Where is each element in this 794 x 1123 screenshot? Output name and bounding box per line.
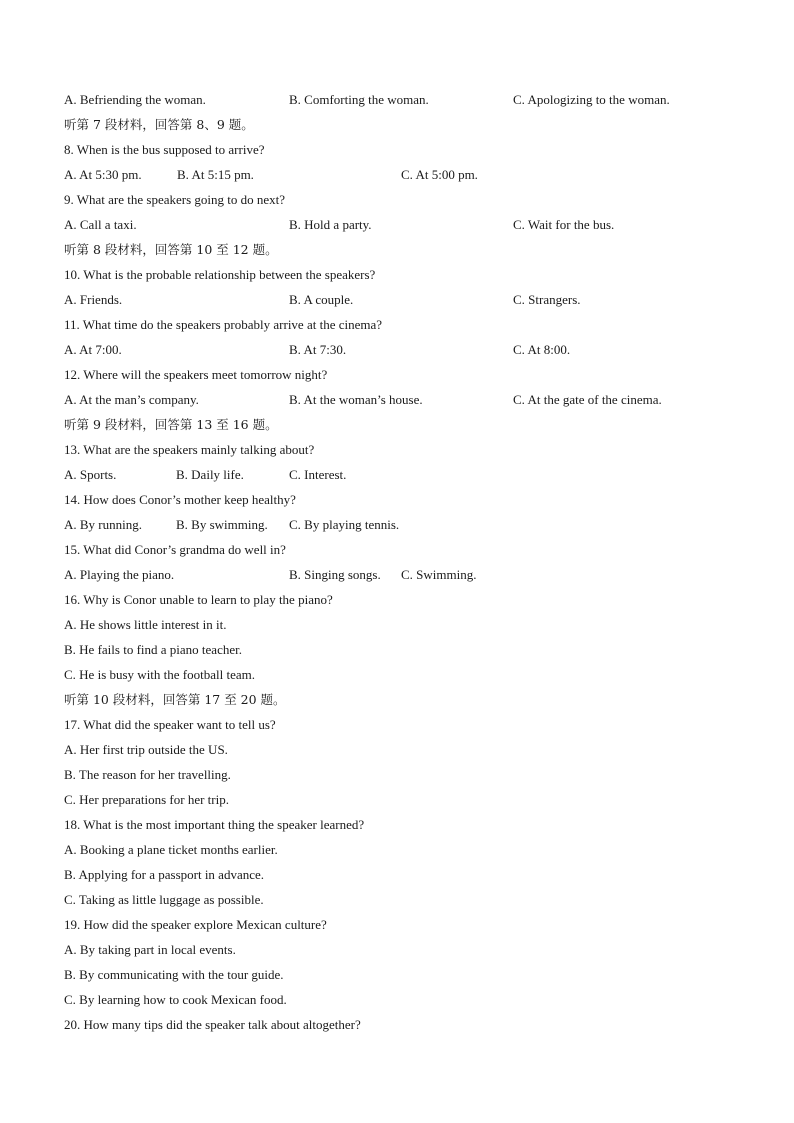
options-row: [64, 341, 744, 359]
options-row: [64, 516, 744, 534]
section-instruction: 听第 9 段材料，回答第 13 至 16 题。: [64, 417, 278, 432]
answer-option: A. At the man’s company.: [64, 392, 199, 407]
answer-option: C. At 8:00.: [513, 342, 571, 357]
answer-option: A. By taking part in local events.: [64, 942, 236, 957]
question-text: 11. What time do the speakers probably arrive at the cinema?: [64, 317, 383, 332]
section-instruction: 听第 7 段材料，回答第 8、9 题。: [64, 117, 254, 132]
answer-option: C. By playing tennis.: [289, 517, 400, 532]
question-text: 13. What are the speakers mainly talking about?: [64, 442, 315, 457]
answer-option: A. Befriending the woman.: [64, 92, 206, 107]
question-text: 12. Where will the speakers meet tomorrow night?: [64, 367, 328, 382]
answer-option: A. He shows little interest in it.: [64, 617, 227, 632]
answer-option: B. Comforting the woman.: [289, 92, 429, 107]
options-row: [64, 391, 744, 409]
options-row: [64, 91, 744, 109]
answer-option: A. Playing the piano.: [64, 567, 175, 582]
question-text: 17. What did the speaker want to tell us?: [64, 717, 276, 732]
answer-option: A. Sports.: [64, 467, 117, 482]
answer-option: B. A couple.: [289, 292, 354, 307]
options-row: [64, 291, 744, 309]
answer-option: B. Singing songs.: [289, 567, 381, 582]
answer-option: A. Booking a plane ticket months earlier.: [64, 842, 278, 857]
question-text: 20. How many tips did the speaker talk about altogether?: [64, 1017, 361, 1032]
options-row: [64, 566, 744, 584]
answer-option: A. By running.: [64, 517, 142, 532]
answer-option: C. Her preparations for her trip.: [64, 792, 229, 807]
section-instruction: 听第 10 段材料，回答第 17 至 20 题。: [64, 692, 286, 707]
answer-option: C. Taking as little luggage as possible.: [64, 892, 264, 907]
answer-option: C. He is busy with the football team.: [64, 667, 256, 682]
answer-option: B. By swimming.: [176, 517, 268, 532]
answer-option: C. By learning how to cook Mexican food.: [64, 992, 287, 1007]
answer-option: A. Call a taxi.: [64, 217, 137, 232]
options-row: [64, 166, 744, 184]
answer-option: B. Hold a party.: [289, 217, 372, 232]
answer-option: C. At 5:00 pm.: [401, 167, 478, 182]
answer-option: B. He fails to find a piano teacher.: [64, 642, 242, 657]
question-text: 14. How does Conor’s mother keep healthy?: [64, 492, 296, 507]
answer-option: C. Wait for the bus.: [513, 217, 615, 232]
answer-option: B. Applying for a passport in advance.: [64, 867, 265, 882]
question-text: 10. What is the probable relationship between the speakers?: [64, 267, 376, 282]
answer-option: C. Interest.: [289, 467, 347, 482]
question-text: 18. What is the most important thing the speaker learned?: [64, 817, 365, 832]
answer-option: A. Her first trip outside the US.: [64, 742, 228, 757]
answer-option: B. At 5:15 pm.: [177, 167, 254, 182]
answer-option: A. At 5:30 pm.: [64, 167, 142, 182]
answer-option: A. At 7:00.: [64, 342, 122, 357]
answer-option: B. At 7:30.: [289, 342, 347, 357]
answer-option: C. Swimming.: [401, 567, 477, 582]
answer-option: C. Strangers.: [513, 292, 581, 307]
options-row: [64, 466, 744, 484]
answer-option: B. Daily life.: [176, 467, 244, 482]
answer-option: C. At the gate of the cinema.: [513, 392, 662, 407]
answer-option: B. By communicating with the tour guide.: [64, 967, 284, 982]
question-text: 15. What did Conor’s grandma do well in?: [64, 542, 286, 557]
answer-option: C. Apologizing to the woman.: [513, 92, 670, 107]
options-row: [64, 216, 744, 234]
question-text: 19. How did the speaker explore Mexican culture?: [64, 917, 327, 932]
section-instruction: 听第 8 段材料，回答第 10 至 12 题。: [64, 242, 278, 257]
question-text: 9. What are the speakers going to do next?: [64, 192, 286, 207]
answer-option: B. The reason for her travelling.: [64, 767, 231, 782]
answer-option: B. At the woman’s house.: [289, 392, 423, 407]
question-text: 8. When is the bus supposed to arrive?: [64, 142, 265, 157]
question-text: 16. Why is Conor unable to learn to play the piano?: [64, 592, 333, 607]
answer-option: A. Friends.: [64, 292, 123, 307]
